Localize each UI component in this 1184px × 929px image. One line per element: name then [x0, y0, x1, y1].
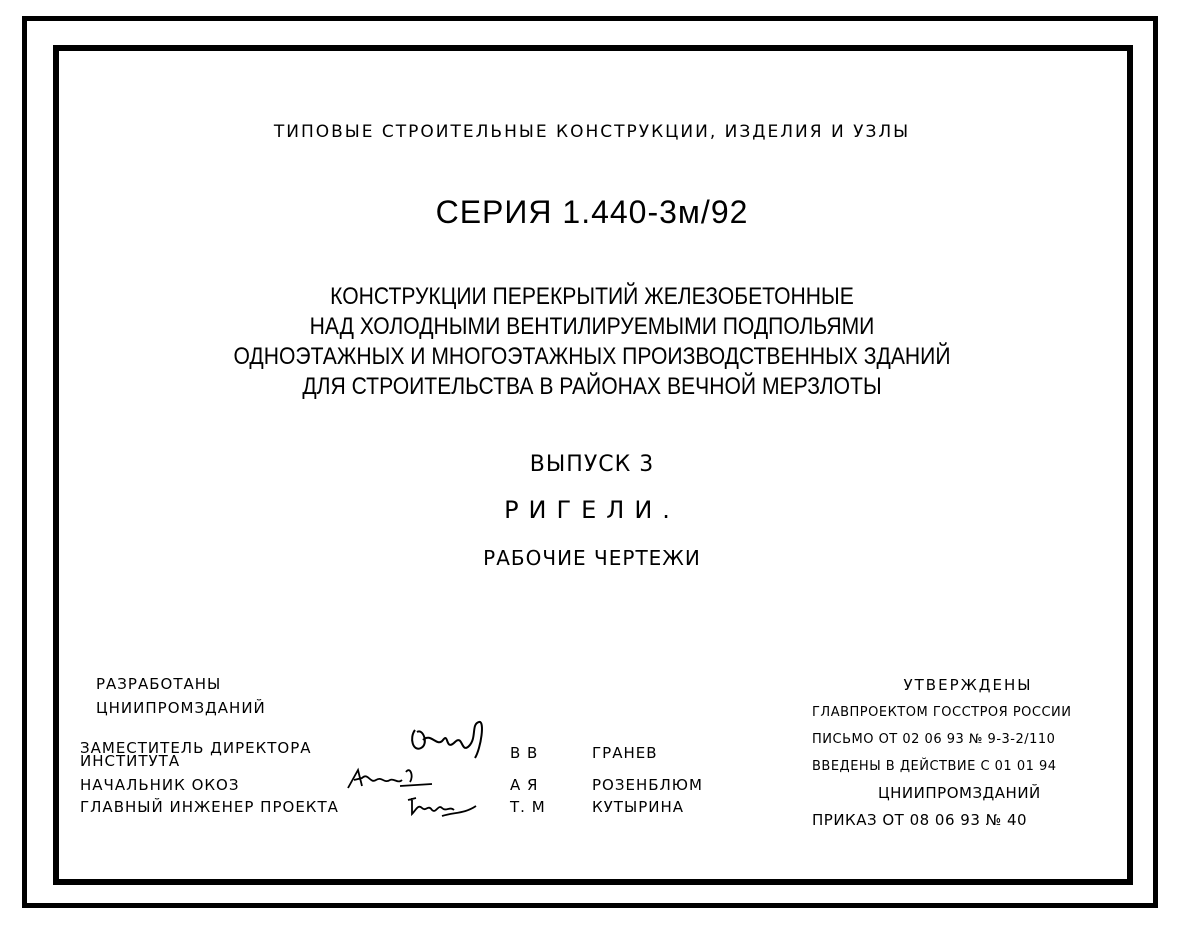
approval-order: ПРИКАЗ ОТ 08 06 93 № 40: [812, 811, 1028, 829]
signatory-position: ГЛАВНЫЙ ИНЖЕНЕР ПРОЕКТА: [80, 798, 339, 816]
developed-org: ЦНИИПРОМЗДАНИЙ: [96, 699, 266, 717]
approved-label: УТВЕРЖДЕНЫ: [903, 676, 1033, 694]
effective-date: ВВЕДЕНЫ В ДЕЙСТВИЕ С 01 01 94: [812, 759, 1057, 774]
approved-by: ГЛАВПРОЕКТОМ ГОССТРОЯ РОССИИ: [812, 705, 1072, 720]
signatory-name: КУТЫРИНА: [592, 798, 684, 816]
title-line-3: ОДНОЭТАЖНЫХ И МНОГОЭТАЖНЫХ ПРОИЗВОДСТВЕННЫХ ЗДАНИЙ: [233, 343, 951, 370]
main-title: [71, 282, 1113, 402]
series-header: ТИПОВЫЕ СТРОИТЕЛЬНЫЕ КОНСТРУКЦИИ, ИЗДЕЛИЯ И УЗЛЫ: [273, 122, 911, 142]
issue-subject: РИГЕЛИ.: [504, 496, 680, 524]
approval-block: [812, 672, 1124, 834]
issue-number: ВЫПУСК 3: [529, 452, 655, 477]
signatory-position: ЗАМЕСТИТЕЛЬ ДИРЕКТОРА ИНСТИТУТА: [80, 739, 312, 770]
title-line-4: ДЛЯ СТРОИТЕЛЬСТВА В РАЙОНАХ ВЕЧНОЙ МЕРЗЛОТЫ: [302, 373, 882, 400]
signatory-initials: Т. М: [510, 798, 546, 816]
title-line-2: НАД ХОЛОДНЫМИ ВЕНТИЛИРУЕМЫМИ ПОДПОЛЬЯМИ: [309, 313, 875, 340]
title-line-1: КОНСТРУКЦИИ ПЕРЕКРЫТИЙ ЖЕЛЕЗОБЕТОННЫЕ: [330, 283, 854, 310]
developed-label: РАЗРАБОТАНЫ: [96, 675, 222, 693]
series-title: СЕРИЯ 1.440-3м/92: [435, 194, 749, 230]
signature-kutyrina: [402, 792, 482, 822]
drawings-type: РАБОЧИЕ ЧЕРТЕЖИ: [483, 546, 701, 570]
signatory-initials: А Я: [510, 776, 539, 794]
approval-letter: ПИСЬМО ОТ 02 06 93 № 9-3-2/110: [812, 732, 1056, 747]
signatory-name: РОЗЕНБЛЮМ: [592, 776, 703, 794]
signatory-initials: В В: [510, 744, 539, 762]
approving-org: ЦНИИПРОМЗДАНИЙ: [878, 784, 1041, 802]
signatory-name: ГРАНЕВ: [592, 744, 658, 762]
developed-block: [96, 672, 266, 720]
signatory-position: НАЧАЛЬНИК ОКОЗ: [80, 776, 240, 794]
